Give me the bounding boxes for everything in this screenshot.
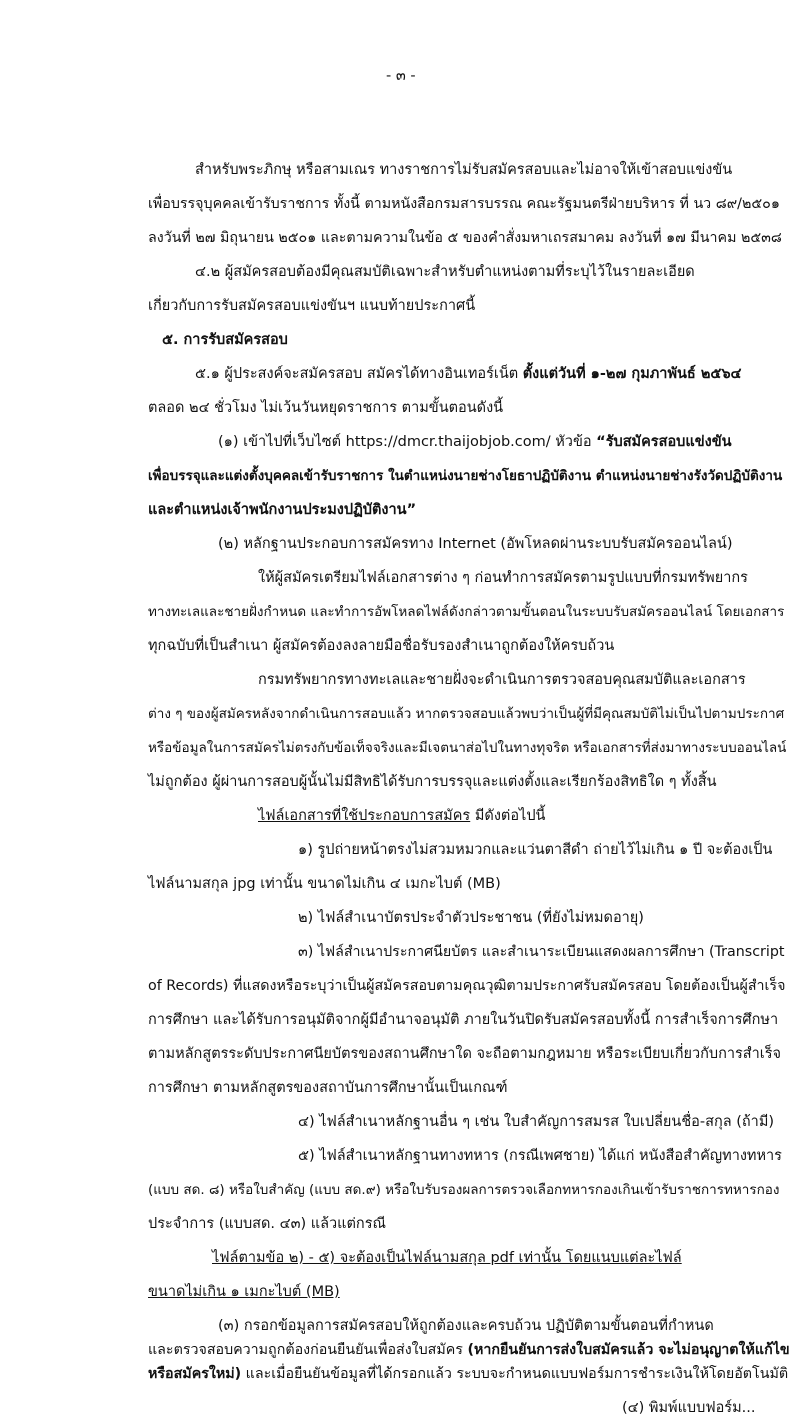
file-format-note-line-1: ไฟล์ตามข้อ ๒) - ๕) จะต้องเป็นไฟล์นามสกุล pdf เท่านั้น โดยแนบแต่ละไฟล์ [212,1250,682,1266]
step-3-line-2 [148,1340,790,1360]
file-1-line-2: ไฟล์นามสกุล jpg เท่านั้น ขนาดไม่เกิน ๔ เมกะไบต์ (MB) [148,876,501,892]
step-3-line-1: (๓) กรอกข้อมูลการสมัครสอบให้ถูกต้องและครบถ้วน ปฏิบัติตามขั้นตอนที่กำหนด [218,1318,714,1334]
file-5-line-1: ๕) ไฟล์สำเนาหลักฐานทางทหาร (กรณีเพศชาย) ได้แก่ หนังสือสำคัญทางทหาร [298,1148,782,1164]
file-3-line-3: การศึกษา และได้รับการอนุมัติจากผู้มีอำนาจอนุมัติ ภายในวันปิดรับสมัครสอบทั้งนี้ การสำเร็จการศึกษา [148,1012,779,1028]
item-5-1-text: ๕.๑ ผู้ประสงค์จะสมัครสอบ สมัครได้ทางอินเทอร์เน็ต [195,366,523,382]
file-3-line-5: การศึกษา ตามหลักสูตรของสถาบันการศึกษานั้นเป็นเกณฑ์ [148,1080,508,1096]
page-number: - ๓ - [386,68,416,84]
files-heading [258,806,545,826]
files-heading-underlined: ไฟล์เอกสารที่ใช้ประกอบการสมัคร [258,808,471,824]
step-2-para-b-line-2: ต่าง ๆ ของผู้สมัครหลังจากดำเนินการสอบแล้ว หากตรวจสอบแล้วพบว่าเป็นผู้ที่มีคุณสมบัติไม่เป็นไปตามประกาศ [148,706,785,722]
file-3-line-1: ๓) ไฟล์สำเนาประกาศนียบัตร และสำเนาระเบียนแสดงผลการศึกษา (Transcript [298,944,785,960]
file-3-line-4: ตามหลักสูตรระดับประกาศนียบัตรของสถานศึกษาใด จะถือตามกฎหมาย หรือระเบียบเกี่ยวกับการสำเร็จ [148,1046,782,1062]
step-2-title: (๒) หลักฐานประกอบการสมัครทาง Internet (อัพโหลดผ่านระบบรับสมัครออนไลน์) [218,536,733,552]
item-5-1-dates: ตั้งแต่วันที่ ๑-๒๗ กุมภาพันธ์ ๒๕๖๔ [522,366,742,382]
step-2-para-b-line-3: หรือข้อมูลในการสมัครไม่ตรงกับข้อเท็จจริงและมีเจตนาส่อไปในทางทุจริต หรือเอกสารที่ส่งมาทางระบบออนไลน์ [148,740,787,756]
para1-line-1: สำหรับพระภิกษุ หรือสามเณร ทางราชการไม่รับสมัครสอบและไม่อาจให้เข้าสอบแข่งขัน [195,162,733,178]
file-5-line-3: ประจำการ (แบบสด. ๔๓) แล้วแต่กรณี [148,1216,386,1232]
file-5-line-2: (แบบ สด. ๘) หรือใบสำคัญ (แบบ สด.๙) หรือใบรับรองผลการตรวจเลือกทหารกองเกินเข้ารับราชการทหารกอง [148,1182,780,1198]
step-3-text: และตรวจสอบความถูกต้องก่อนยืนยันเพื่อส่งใบสมัคร [148,1342,468,1358]
item-5-1-line-1 [195,364,742,384]
para1-line-2: เพื่อบรรจุบุคคลเข้ารับราชการ ทั้งนี้ ตามหนังสือกรมสารบรรณ คณะรัฐมนตรีฝ่ายบริหาร ที่ นว ๘๙/๒๕๐๑ [148,196,780,212]
step-3-warning-end: หรือสมัครใหม่) [148,1366,242,1382]
file-2-line-1: ๒) ไฟล์สำเนาบัตรประจำตัวประชาชน (ที่ยังไม่หมดอายุ) [298,910,644,926]
step-3-text-end: และเมื่อยืนยันข้อมูลที่ได้กรอกแล้ว ระบบจะกำหนดแบบฟอร์มการชำระเงินให้โดยอัตโนมัติ [241,1366,789,1382]
item-4-2-line-1: ๔.๒ ผู้สมัครสอบต้องมีคุณสมบัติเฉพาะสำหรับตำแหน่งตามที่ระบุไว้ในรายละเอียด [195,264,695,280]
file-format-note-line-2: ขนาดไม่เกิน ๑ เมกะไบต์ (MB) [148,1284,340,1300]
item-5-1-line-2: ตลอด ๒๔ ชั่วโมง ไม่เว้นวันหยุดราชการ ตามขั้นตอนดังนี้ [148,400,504,416]
item-4-2-line-2: เกี่ยวกับการรับสมัครสอบแข่งขันฯ แนบท้ายประกาศนี้ [148,298,476,314]
step-2-para-b-line-1: กรมทรัพยากรทางทะเลและชายฝั่งจะดำเนินการตรวจสอบคุณสมบัติและเอกสาร [258,672,746,688]
file-3-line-2: of Records) ที่แสดงหรือระบุว่าเป็นผู้สมัครสอบตามคุณวุฒิตามประกาศรับสมัครสอบ โดยต้องเป็นผู้สำเร็จ [148,978,786,994]
step-1-line-2: เพื่อบรรจุและแต่งตั้งบุคคลเข้ารับราชการ ในตำแหน่งนายช่างโยธาปฏิบัติงาน ตำแหน่งนายช่างรังวัดปฏิบัติงาน [148,468,783,484]
continued-footer: (๔) พิมพ์แบบฟอร์ม... [622,1400,756,1416]
step-2-para-a-line-2: ทางทะเลและชายฝั่งกำหนด และทำการอัพโหลดไฟล์ดังกล่าวตามขั้นตอนในระบบรับสมัครออนไลน์ โดยเอกสาร [148,604,785,620]
step-1-line-1 [218,432,732,452]
step-3-warning: (หากยืนยันการส่งใบสมัครแล้ว จะไม่อนุญาตให้แก้ไข [467,1342,790,1358]
step-2-para-a-line-1: ให้ผู้สมัครเตรียมไฟล์เอกสารต่าง ๆ ก่อนทำการสมัครตามรูปแบบที่กรมทรัพยากร [258,570,748,586]
step-1-line-3: และตำแหน่งเจ้าพนักงานประมงปฏิบัติงาน” [148,502,417,518]
file-1-line-1: ๑) รูปถ่ายหน้าตรงไม่สวมหมวกและแว่นตาสีดำ ถ่ายไว้ไม่เกิน ๑ ปี จะต้องเป็น [298,842,773,858]
file-4-line-1: ๔) ไฟล์สำเนาหลักฐานอื่น ๆ เช่น ใบสำคัญการสมรส ใบเปลี่ยนชื่อ-สกุล (ถ้ามี) [298,1114,775,1130]
step-1-topic: “รับสมัครสอบแข่งขัน [596,434,732,450]
para1-line-3: ลงวันที่ ๒๗ มิถุนายน ๒๕๐๑ และตามความในข้อ ๕ ของคำสั่งมหาเถรสมาคม ลงวันที่ ๑๗ มีนาคม ๒๕๓๘ [148,230,782,246]
section-5-heading: ๕. การรับสมัครสอบ [162,332,288,348]
step-2-para-a-line-3: ทุกฉบับที่เป็นสำเนา ผู้สมัครต้องลงลายมือชื่อรับรองสำเนาถูกต้องให้ครบถ้วน [148,638,615,654]
step-1-text: (๑) เข้าไปที่เว็บไซต์ https://dmcr.thaijobjob.com/ หัวข้อ [218,434,597,450]
step-2-para-b-line-4: ไม่ถูกต้อง ผู้ผ่านการสอบผู้นั้นไม่มีสิทธิได้รับการบรรจุและแต่งตั้งและเรียกร้องสิทธิใด ๆ ทั้งสิ้น [148,774,717,790]
files-heading-rest: มีดังต่อไปนี้ [470,808,546,824]
step-3-line-3 [148,1364,788,1384]
